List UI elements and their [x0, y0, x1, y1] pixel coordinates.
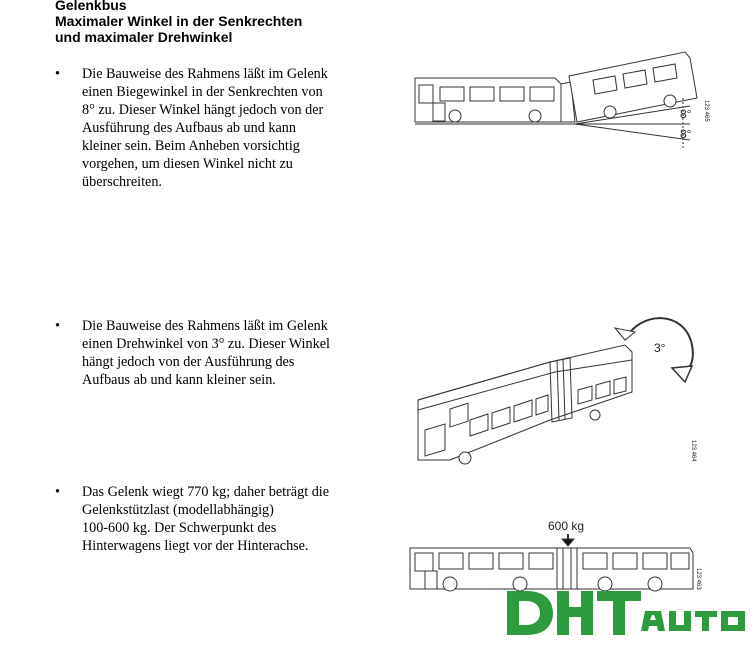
turning-angle-label: 3°: [654, 341, 666, 355]
figure-ref-number: 123 465: [703, 100, 709, 122]
bullet-line: hängt jedoch von der Ausführung des: [82, 354, 295, 370]
bullet-line: Ausführung des Aufbaus ab und kann: [82, 120, 296, 136]
bullet-line: Die Bauweise des Rahmens läßt im Gelenk: [82, 318, 328, 334]
page-heading: [55, 0, 302, 45]
bullet-line: einen Biegewinkel in der Senkrechten von: [82, 84, 323, 100]
joint-load-figure: [405, 515, 700, 595]
bullet-line: 100-600 kg. Der Schwerpunkt des: [82, 520, 277, 536]
angle-label-bottom: 8°: [680, 127, 692, 141]
bullet-line: kleiner sein. Beim Anheben vorsichtig: [82, 138, 300, 154]
dht-auto-logo: [505, 585, 750, 645]
bullet-text: [82, 317, 372, 389]
bending-angle-figure: [405, 40, 725, 155]
bullet-line: Das Gelenk wiegt 770 kg; daher beträgt die: [82, 484, 330, 500]
bullet-marker: •: [55, 484, 60, 500]
figure-ref-number: 123 463: [695, 568, 701, 590]
figure-ref-number: 123 464: [690, 440, 696, 462]
load-label: 600 kg: [548, 519, 585, 533]
bullet-line: 8° zu. Dieser Winkel hängt jedoch von der: [82, 102, 324, 118]
bullet-line: einen Drehwinkel von 3° zu. Dieser Winkel: [82, 336, 330, 352]
bullet-text: [82, 483, 372, 555]
heading-line-3: und maximaler Drehwinkel: [55, 29, 233, 45]
bullet-line: Aufbaus ab und kann kleiner sein.: [82, 372, 276, 388]
bullet-line: Die Bauweise des Rahmens läßt im Gelenk: [82, 66, 328, 82]
bullet-line: überschreiten.: [82, 174, 162, 190]
heading-line-2: Maximaler Winkel in der Senkrechten: [55, 13, 303, 29]
turning-angle-figure: [410, 300, 715, 480]
bullet-marker: •: [55, 66, 60, 82]
angle-label-top: 8°: [680, 107, 692, 121]
bullet-text: [82, 65, 372, 191]
bullet-line: Hinterwagens liegt vor der Hinterachse.: [82, 538, 309, 554]
bullet-marker: •: [55, 318, 60, 334]
bullet-line: vorgehen, um diesen Winkel nicht zu: [82, 156, 293, 172]
bullet-line: Gelenkstützlast (modellabhängig): [82, 502, 274, 518]
heading-line-1: Gelenkbus: [55, 0, 127, 13]
